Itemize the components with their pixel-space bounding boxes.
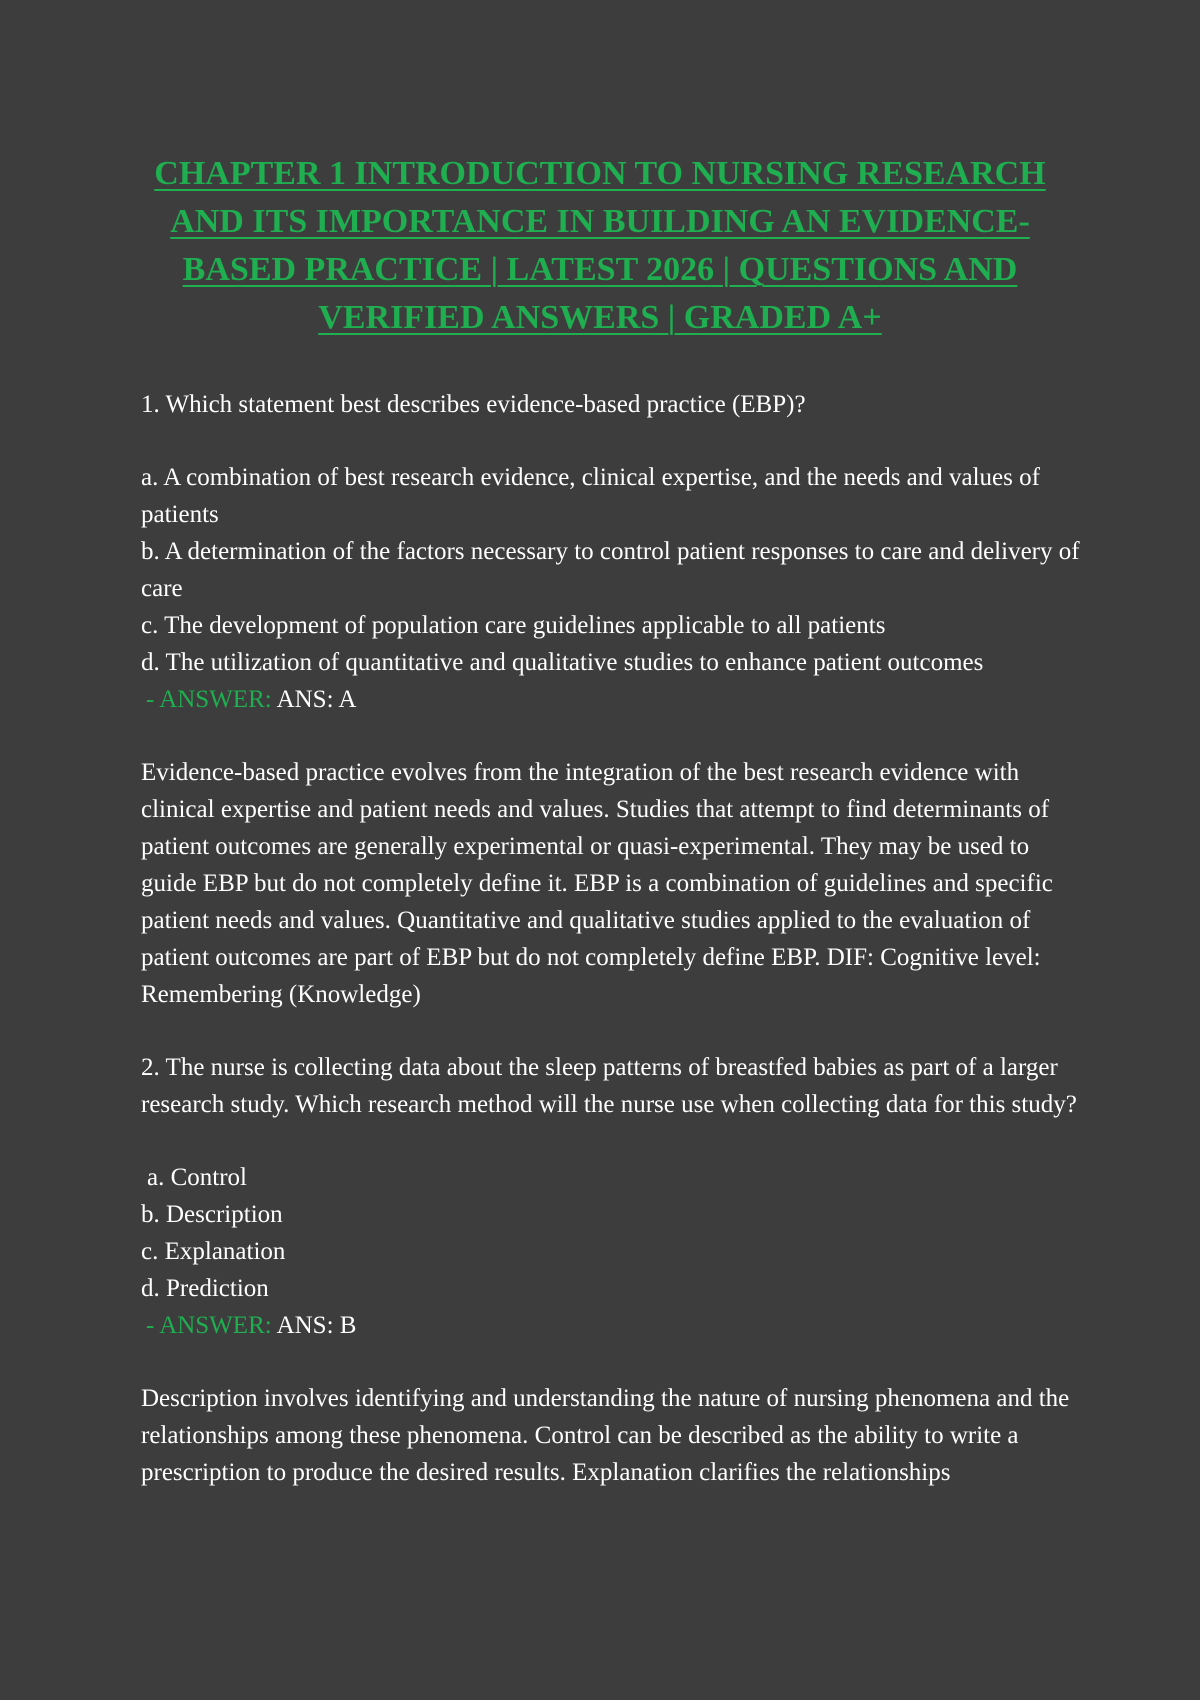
question-2-option-d: d. Prediction [141, 1275, 269, 1302]
question-2-text: 2. The nurse is collecting data about the sleep patterns of breastfed babies as part of a larger research study. Which research method will the nurse use when collecting data for this study? [141, 1054, 1077, 1118]
document-body [141, 386, 1081, 1491]
question-1-rationale: Evidence-based practice evolves from the integration of the best research evidence with clinical expertise and patient needs and values. Studies that attempt to find determinants of patient outcomes are generally experimental or quasi-experimental. They may be used to guide EBP but do not completely define it. EBP is a combination of guidelines and specific patient needs and values. Quantitative and qualitative studies applied to the evaluation of patient outcomes are part of EBP but do not completely define EBP. DIF: Cognitive level: Remembering (Knowledge) [141, 759, 1053, 1008]
question-2-option-a: a. Control [147, 1164, 247, 1191]
question-2-option-c: c. Explanation [141, 1238, 286, 1265]
question-1-answer [141, 681, 1081, 718]
question-1-option-a: a. A combination of best research evidence, clinical expertise, and the needs and values of patients [141, 464, 1040, 528]
question-2-option-b: b. Description [141, 1201, 283, 1228]
question-1-text: 1. Which statement best describes evidence-based practice (EBP)? [141, 391, 806, 418]
question-1-answer-label: - ANSWER: [146, 686, 272, 713]
question-1-answer-value: ANS: A [276, 686, 357, 713]
question-2-answer [141, 1307, 1081, 1344]
question-2-rationale: Description involves identifying and understanding the nature of nursing phenomena and the relationships among these phenomena. Control can be described as the ability to write a prescription to produce the desired results. Explanation clarifies the relationships [141, 1385, 1070, 1486]
question-1-option-b: b. A determination of the factors necessary to control patient responses to care and delivery of care [141, 538, 1080, 602]
question-2-answer-value: ANS: B [276, 1312, 357, 1339]
document-title: CHAPTER 1 INTRODUCTION TO NURSING RESEARCH AND ITS IMPORTANCE IN BUILDING AN EVIDENCE-BASED PRACTICE | LATEST 2026 | QUESTIONS AND VERIFIED ANSWERS | GRADED A+ [154, 155, 1046, 336]
question-2-answer-label: - ANSWER: [146, 1312, 272, 1339]
question-1-option-d: d. The utilization of quantitative and qualitative studies to enhance patient outcomes [141, 649, 984, 676]
question-1-option-c: c. The development of population care guidelines applicable to all patients [141, 612, 886, 639]
